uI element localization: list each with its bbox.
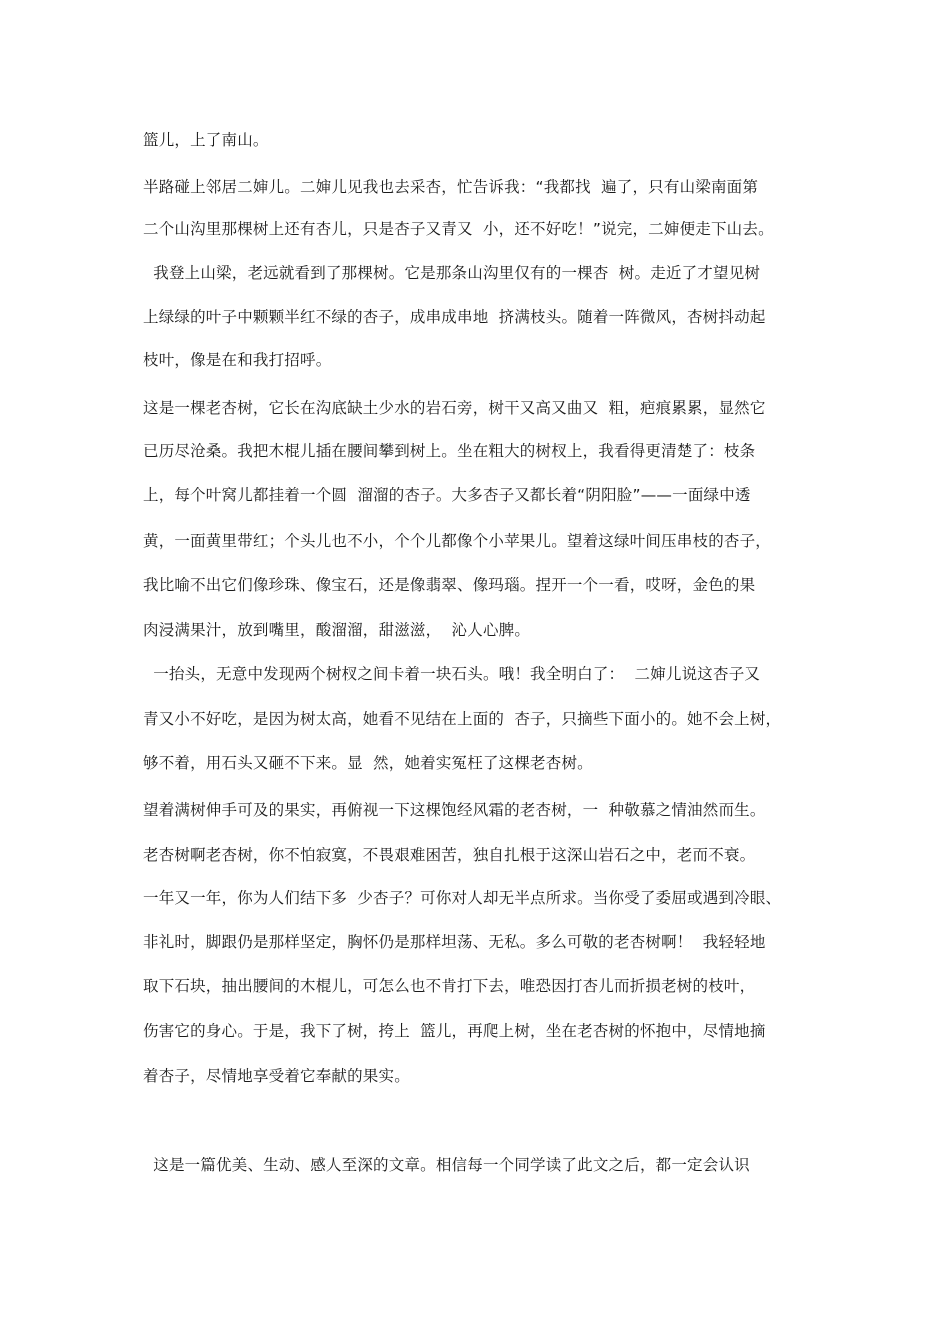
text-line: 黄，一面黄里带红；个头儿也不小，个个儿都像个小苹果儿。望着这绿叶间压串枝的杏子，: [143, 532, 772, 550]
text-line: 一抬头，无意中发现两个树杈之间卡着一块石头。哦！我全明白了： 二婶儿说这杏子又: [143, 665, 761, 683]
text-line: 上，每个叶窝儿都挂着一个圆 溜溜的杏子。大多杏子又都长着“阴阳脸”——一面绿中透: [143, 486, 751, 504]
text-line: 已历尽沧桑。我把木棍儿插在腰间攀到树上。坐在粗大的树杈上，我看得更清楚了：枝条: [143, 442, 756, 460]
text-line: 上绿绿的叶子中颗颗半红不绿的杏子，成串成串地 挤满枝头。随着一阵微风，杏树抖动起: [143, 308, 766, 326]
text-line: 这是一篇优美、生动、感人至深的文章。相信每一个同学读了此文之后，都一定会认识: [143, 1156, 750, 1174]
text-line: 够不着，用石头又砸不下来。显 然，她着实冤枉了这棵老杏树。: [143, 754, 593, 772]
text-line: 枝叶，像是在和我打招呼。: [143, 351, 332, 369]
text-line: 我比喻不出它们像珍珠、像宝石，还是像翡翠、像玛瑙。捏开一个一看，哎呀，金色的果: [143, 576, 756, 594]
text-line: 着杏子，尽情地享受着它奉献的果实。: [143, 1067, 410, 1085]
text-line: 伤害它的身心。于是，我下了树，挎上 篮儿，再爬上树，坐在老杏树的怀抱中，尽情地摘: [143, 1022, 766, 1040]
text-line: 肉浸满果汁，放到嘴里，酸溜溜，甜滋滋， 沁人心脾。: [143, 621, 531, 639]
text-line: 取下石块，抽出腰间的木棍儿，可怎么也不肯打下去，唯恐因打杏儿而折损老树的枝叶，: [143, 977, 756, 995]
text-line: 二个山沟里那棵树上还有杏儿，只是杏子又青又 小，还不好吃！”说完，二婶便走下山去。: [143, 220, 774, 238]
text-line: 篮儿，上了南山。: [143, 131, 269, 149]
text-line: 一年又一年，你为人们结下多 少杏子？可你对人却无半点所求。当你受了委屈或遇到冷眼、: [143, 889, 782, 907]
text-line: 望着满树伸手可及的果实，再俯视一下这棵饱经风霜的老杏树，一 种敬慕之情油然而生。: [143, 801, 766, 819]
text-line: 我登上山梁，老远就看到了那棵树。它是那条山沟里仅有的一棵杏 树。走近了才望见树: [143, 264, 761, 282]
text-line: 半路碰上邻居二婶儿。二婶儿见我也去采杏，忙告诉我：“我都找 遍了，只有山梁南面第: [143, 178, 759, 196]
text-line: 这是一棵老杏树，它长在沟底缺土少水的岩石旁，树干又高又曲又 粗，疤痕累累，显然它: [143, 399, 766, 417]
text-line: 老杏树啊老杏树，你不怕寂寞，不畏艰难困苦，独自扎根于这深山岩石之中，老而不衰。: [143, 846, 756, 864]
text-line: 青又小不好吃，是因为树太高，她看不见结在上面的 杏子，只摘些下面小的。她不会上树，: [143, 710, 782, 728]
text-line: 非礼时，脚跟仍是那样坚定，胸怀仍是那样坦荡、无私。多么可敬的老杏树啊！ 我轻轻地: [143, 933, 766, 951]
